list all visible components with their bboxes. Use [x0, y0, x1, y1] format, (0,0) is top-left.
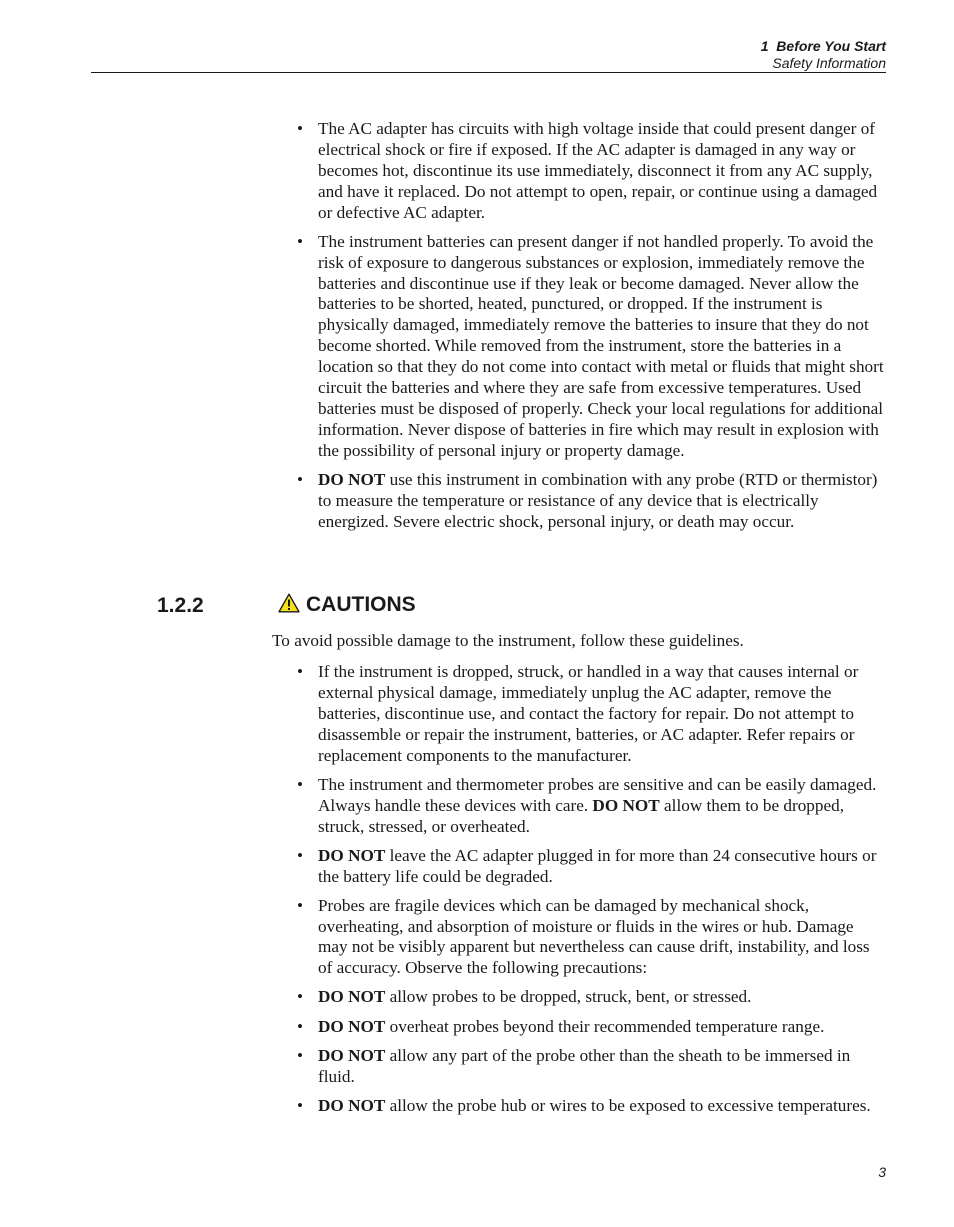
list-item-text-tail: leave the AC adapter plugged in for more than 24 consecutive hours or the battery life could be degraded. [318, 845, 877, 886]
list-item-text: The instrument and thermometer probes are sensitive and can be easily damaged. Always handle these devices with care. [318, 774, 877, 815]
bold-phrase: DO NOT [592, 795, 660, 815]
page-number: 3 [878, 1164, 886, 1180]
running-header-section: Safety Information [772, 55, 886, 71]
running-header [761, 38, 886, 72]
list-item-text: The instrument batteries can present danger if not handled properly. To avoid the risk of exposure to dangerous substances or explosion, immediately remove the batteries and discontinue use if they leak or become damaged. Never allow the batteries to be shorted, heated, punctured, or dropped. If the instrument is physically damaged, immediately remove the batteries to insure that they do not become shorted. While removed from the instrument, store the batteries in a location so that they do not come into contact with metal or fluids that might short circuit the batteries and where they are safe from excessive temperatures. Used batteries must be disposed of properly. Check your local regulations for additional information. Never dispose of batteries in fire which may result in explosion with the possibility of personal injury or property damage. [318, 231, 884, 460]
list-item [297, 232, 885, 462]
bold-lead: DO NOT [318, 469, 386, 489]
list-item-text: If the instrument is dropped, struck, or handled in a way that causes internal or external physical damage, immediately unplug the AC adapter, remove the batteries, discontinue use, and contact the factory for repair. Do not attempt to disassemble or repair the instrument, batteries, or AC adapter. Refer repairs or replacement components to the manufacturer. [318, 662, 859, 765]
bold-phrase: DO NOT [318, 1016, 386, 1036]
list-item-text-tail: allow the probe hub or wires to be exposed to excessive temperatures. [385, 1095, 871, 1115]
section-heading [278, 593, 416, 617]
cautions-intro: To avoid possible damage to the instrument, follow these guidelines. [272, 631, 744, 650]
running-header-chapter: 1 Before You Start [760, 38, 886, 54]
section-number: 1.2.2 [157, 594, 204, 617]
list-item [297, 896, 885, 980]
list-item [297, 775, 885, 838]
list-item [297, 119, 885, 224]
list-item [297, 846, 885, 888]
list-item [297, 1096, 885, 1117]
list-item-text: use this instrument in combination with any probe (RTD or thermistor) to measure the temperature or resistance of any device that is electrically energized. Severe electric shock, personal injury, or death may occur. [318, 469, 878, 531]
list-item [297, 987, 885, 1008]
list-item-text-tail: allow probes to be dropped, struck, bent, or stressed. [385, 987, 752, 1007]
list-item [297, 662, 885, 767]
header-rule [91, 72, 886, 73]
list-item-text: Probes are fragile devices which can be damaged by mechanical shock, overheating, and absorption of moisture or fluids in the wires or hub. Damage may not be visibly apparent but nevertheless can cause drift, instability, and loss of accuracy. Observe the following precautions: [318, 895, 870, 978]
list-item-text: The AC adapter has circuits with high voltage inside that could present danger of electrical shock or fire if exposed. If the AC adapter is damaged in any way or becomes hot, discontinue its use immediately, disconnect it from any AC supply, and have it replaced. Do not attempt to open, repair, or continue using a damaged or defective AC adapter. [318, 119, 878, 222]
list-item-text-tail: allow any part of the probe other than the sheath to be immersed in fluid. [318, 1045, 851, 1086]
bold-phrase: DO NOT [318, 845, 386, 865]
warnings-list [297, 119, 885, 541]
list-item [297, 470, 885, 533]
bold-phrase: DO NOT [318, 987, 386, 1007]
list-item [297, 1017, 885, 1038]
list-item-text-tail: allow them to be dropped, struck, stressed, or overheated. [318, 795, 844, 836]
warning-triangle-icon [278, 593, 300, 613]
bold-phrase: DO NOT [318, 1095, 386, 1115]
list-item-text-tail: overheat probes beyond their recommended temperature range. [385, 1016, 825, 1036]
section-title: CAUTIONS [306, 593, 416, 616]
cautions-list [297, 662, 885, 1125]
bold-phrase: DO NOT [318, 1045, 386, 1065]
list-item [297, 1046, 885, 1088]
